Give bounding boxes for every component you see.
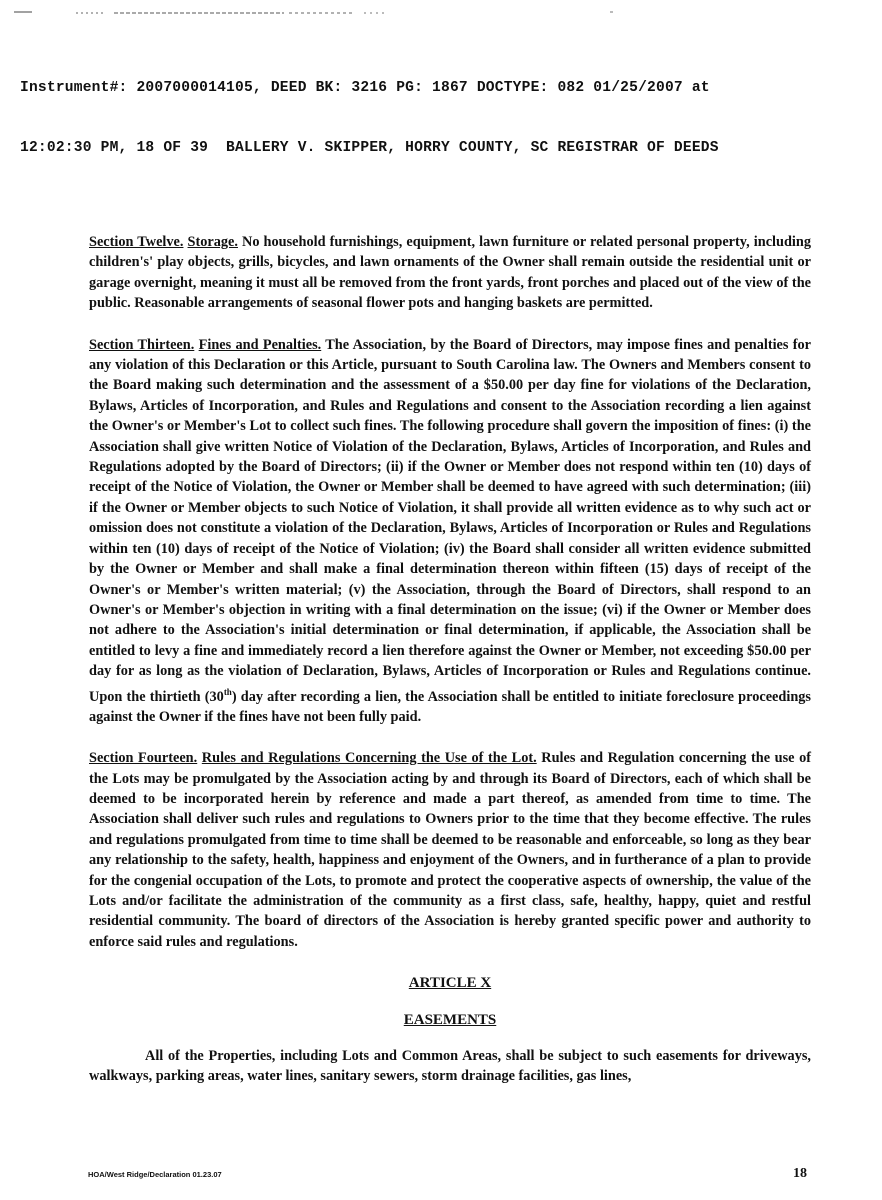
section-fourteen-title: Rules and Regulations Concerning the Use of the Lot. bbox=[201, 750, 537, 767]
section-twelve-title: Storage. bbox=[187, 234, 238, 250]
section-fourteen-text: Rules and Regulation concerning the use of the Lots may be promulgated by the Association acting by and through its Board of Directors, each of which shall be deemed to be incorporated herein by reference and made a part thereof, as amended from time to time. The Association shall deliver such rules and regulations to Owners prior to the time that they become effective. The rules and regulations promulgated from time to time shall be deemed to be reasonable and enforceable, so long as they bear any relationship to the safety, health, happiness and enjoyment of the Owners, and in furtherance of a plan to provide for the congenial occupation of the Lots, to promote and protect the cooperative aspects of ownership, the value of the Lots and/or facilitate the administration of the community as a first class, safe, healthy, happy, quiet and restful residential community. The board of directors of the Association is hereby granted specific power and authority to enforce said rules and regulations. bbox=[89, 750, 811, 950]
section-thirteen-title: Fines and Penalties. bbox=[198, 336, 322, 353]
section-thirteen-superscript: th bbox=[223, 686, 232, 697]
recording-header bbox=[20, 38, 870, 198]
section-thirteen-text-b: ) day after recording a lien, the Association shall be entitled to initiate foreclosure proceedings against the Owner if the fines have not been fully paid. bbox=[89, 688, 811, 725]
section-thirteen-text-a: The Association, by the Board of Directors, may impose fines and penalties for any violation of this Declaration or this Article, pursuant to South Carolina law. The Owners and Members consent to the Board making such determination and the assessment of a $50.00 per day fine for violations of the Declaration, Bylaws, Articles of Incorporation, and Rules and Regulations and consent to the Association recording a lien against the Owner's or Member's Lot to collect such fines. The following procedure shall govern the imposition of fines: (i) the Association shall give written Notice of Violation of the Declaration, Bylaws, Articles of Incorporation, and Rules and Regulations adopted by the Board of Directors; (ii) if the Owner or Member does not respond within ten (10) days of receipt of the Notice of Violation, the Owner or Member shall be deemed to have agreed with such determination; (iii) if the Owner or Member objects to such Notice of Violation, it shall provide all written evidence as to why such act or omission does not constitute a violation of the Declaration, Bylaws, Articles of Incorporation or Rules and Regulations within ten (10) days of receipt of the Notice of Violation; (iv) the Board shall consider all written evidence submitted by the Owner or Member and shall make a final determination thereon within fifteen (15) days of receipt of the Owner's or Member's written material; (v) the Association, through the Board of Directors, shall respond to an Owner's or Member's objection in writing with a final determination on the issue; (vi) if the Owner or Member does not adhere to the Association's initial determination or final determination, if applicable, the Association shall be entitled to levy a fine and immediately record a lien therefore against the Owner or Member, not exceeding $50.00 per day for as long as the violation of Declaration, Bylaws, Articles of Incorporation or Rules and Regulations continue. Upon the thirtieth (30 bbox=[89, 336, 812, 705]
section-twelve-label: Section Twelve. bbox=[89, 234, 184, 250]
article-title: EASEMENTS bbox=[403, 1011, 497, 1028]
header-line-2: 12:02:30 PM, 18 OF 39 BALLERY V. SKIPPER, HORRY COUNTY, SC REGISTRAR OF DEEDS bbox=[20, 140, 719, 156]
section-fourteen bbox=[89, 748, 811, 952]
header-line-1: Instrument#: 2007000014105, DEED BK: 3216 PG: 1867 DOCTYPE: 082 01/25/2007 at bbox=[20, 80, 710, 96]
scan-artifact-marks bbox=[14, 8, 614, 18]
article-number: ARTICLE X bbox=[408, 975, 492, 992]
section-twelve bbox=[89, 232, 811, 314]
section-thirteen bbox=[89, 335, 811, 727]
page-number: 18 bbox=[793, 1166, 807, 1181]
section-thirteen-label: Section Thirteen. bbox=[89, 336, 195, 353]
document-body bbox=[89, 232, 811, 1108]
footer-document-id: HOA/West Ridge/Declaration 01.23.07 bbox=[88, 1170, 222, 1179]
section-fourteen-label: Section Fourteen. bbox=[89, 750, 198, 767]
section-twelve-text: No household furnishings, equipment, lawn furniture or related personal property, including children's' play objects, grills, bicycles, and lawn ornaments of the Owner shall remain outside the residential unit or garage overnight, meaning it must all be removed from the front yards, front porches and placed out of the view of the public. Reasonable arrangements of seasonal flower pots and hanging baskets are permitted. bbox=[89, 234, 811, 312]
article-text: All of the Properties, including Lots and Common Areas, shall be subject to such easements for driveways, walkways, parking areas, water lines, sanitary sewers, storm drainage facilities, gas lines, bbox=[89, 1047, 811, 1085]
